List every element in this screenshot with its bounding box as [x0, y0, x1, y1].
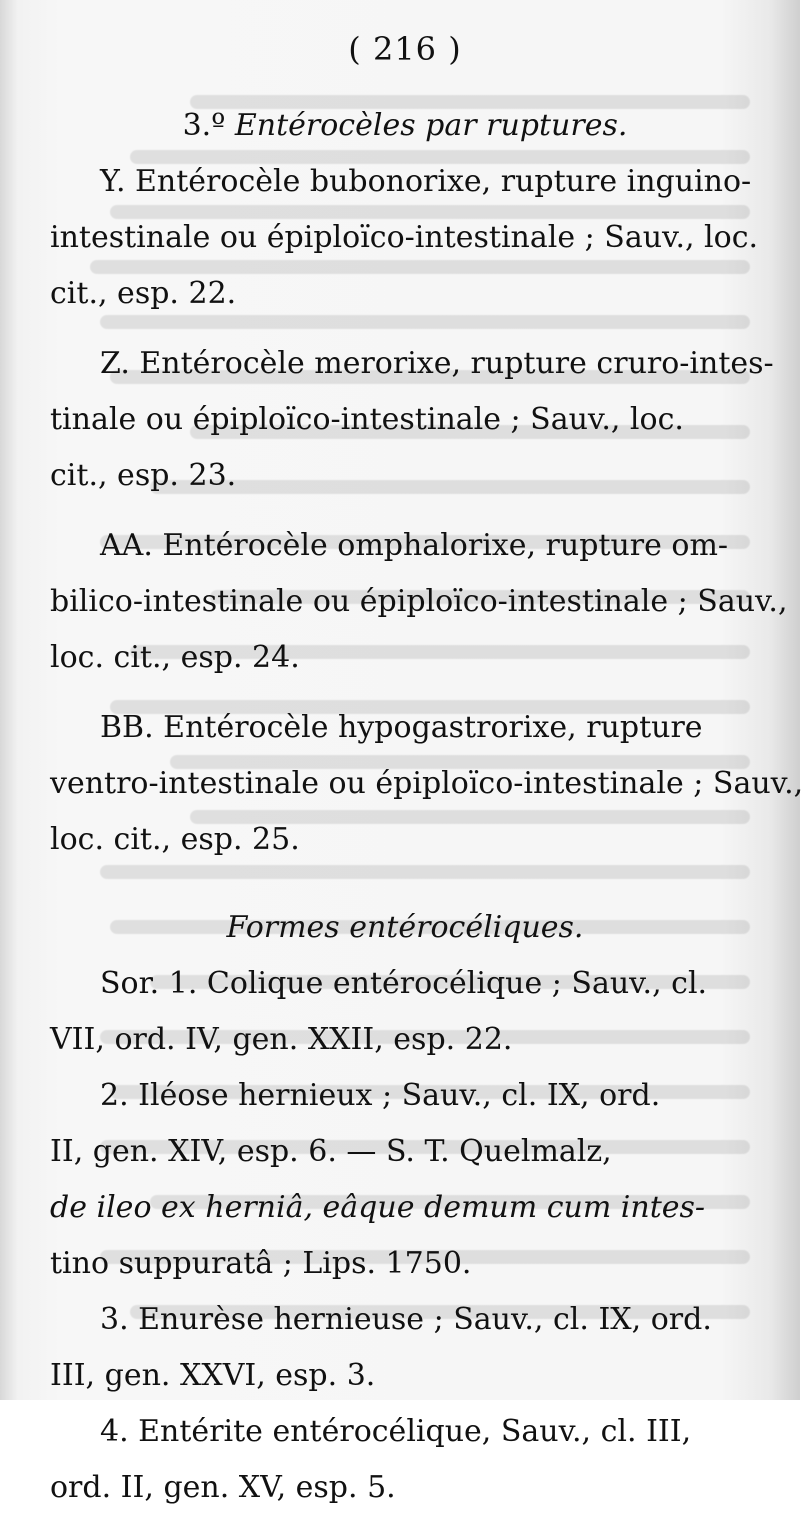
- page-number: ( 216 ): [348, 30, 462, 68]
- entry-line: II, gen. XIV, esp. 6. — S. T. Quelmalz,: [50, 1134, 612, 1169]
- entry-line: loc. cit., esp. 25.: [50, 822, 300, 857]
- entry-line: cit., esp. 23.: [50, 458, 237, 493]
- entry-line: VII, ord. IV, gen. XXII, esp. 22.: [50, 1022, 513, 1057]
- entry-line: tino suppuratâ ; Lips. 1750.: [50, 1246, 472, 1281]
- form-entry-2: [50, 1068, 760, 1292]
- entry-aa: [50, 518, 788, 686]
- entry-z: [50, 336, 774, 504]
- entry-line: bilico-intestinale ou épiploïco-intestinale ; Sauv.,: [50, 584, 788, 619]
- entry-line: ventro-intestinale ou épiploïco-intestinale ; Sauv.,: [50, 766, 803, 801]
- entry-line: AA. Entérocèle omphalorixe, rupture om-: [100, 528, 729, 563]
- section-number: 3.º: [182, 108, 226, 143]
- entry-line: de ileo ex herniâ, eâque demum cum intes-: [50, 1190, 706, 1225]
- entry-bb: [50, 700, 803, 868]
- forms-heading: Formes entérocéliques.: [226, 910, 584, 945]
- entry-line: 2. Iléose hernieux ; Sauv., cl. IX, ord.: [100, 1078, 661, 1113]
- entry-line: 3. Enurèse hernieuse ; Sauv., cl. IX, ord.: [100, 1302, 712, 1337]
- entry-line: Sor. 1. Colique entérocélique ; Sauv., cl.: [100, 966, 708, 1001]
- entry-line: cit., esp. 22.: [50, 276, 237, 311]
- entry-y: [50, 154, 760, 322]
- entry-line: intestinale ou épiploïco-intestinale ; Sauv., loc.: [50, 220, 759, 255]
- form-entry-4: [50, 1404, 760, 1516]
- page-content: [50, 18, 803, 1516]
- entry-line: BB. Entérocèle hypogastrorixe, rupture: [100, 710, 703, 745]
- section-heading: [50, 98, 760, 154]
- entry-line: 4. Entérite entérocélique, Sauv., cl. III,: [100, 1414, 692, 1449]
- entry-line: Y. Entérocèle bubonorixe, rupture inguino-: [100, 164, 752, 199]
- entry-line: III, gen. XXVI, esp. 3.: [50, 1358, 376, 1393]
- section-heading-text: Entérocèles par ruptures.: [234, 108, 628, 143]
- entry-line: ord. II, gen. XV, esp. 5.: [50, 1470, 396, 1505]
- entry-line: Z. Entérocèle merorixe, rupture cruro-intes-: [100, 346, 774, 381]
- entry-line: tinale ou épiploïco-intestinale ; Sauv., loc.: [50, 402, 684, 437]
- entry-line: loc. cit., esp. 24.: [50, 640, 300, 675]
- form-entry-3: [50, 1292, 760, 1404]
- form-entry-1: [50, 956, 760, 1068]
